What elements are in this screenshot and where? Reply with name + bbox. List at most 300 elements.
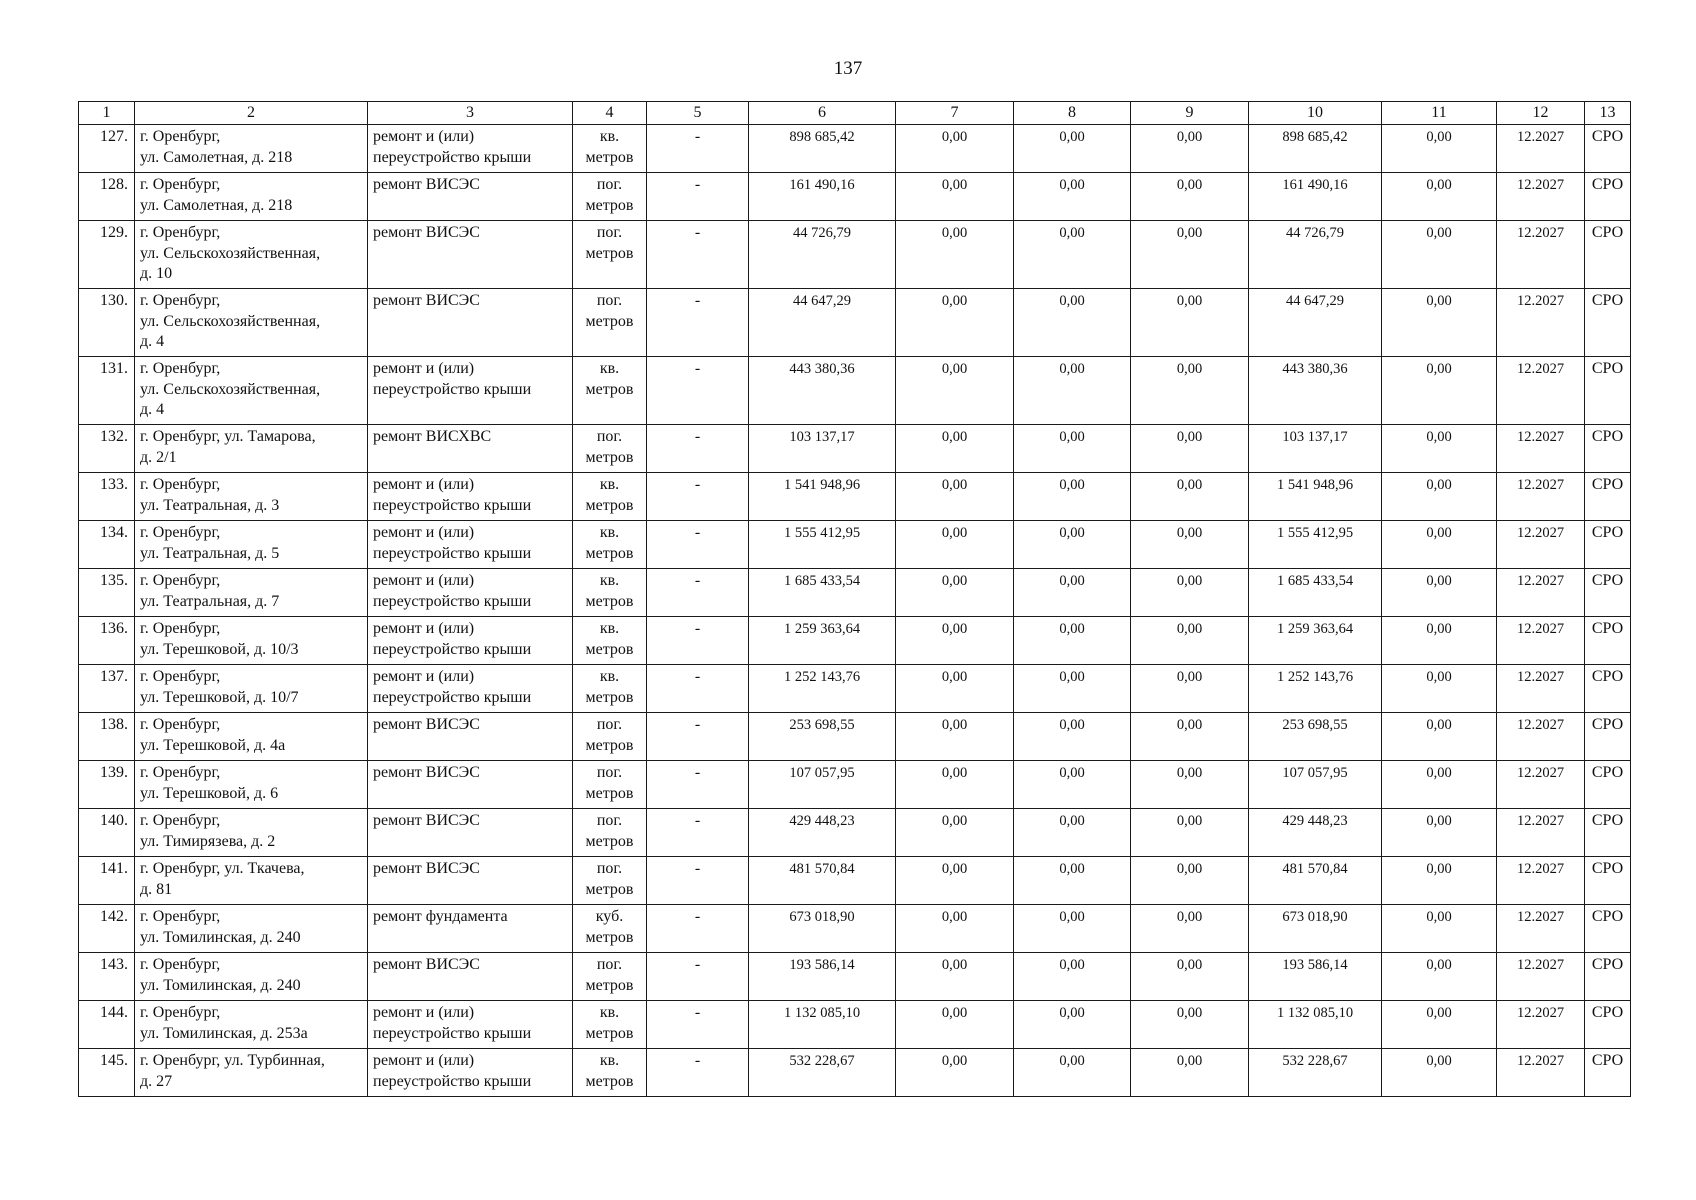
- work-type-cell: [368, 1001, 573, 1049]
- unit-cell-line: метров: [585, 1024, 634, 1042]
- cost-total-cell: 1 259 363,64: [749, 617, 896, 665]
- unit-cell-line: метров: [585, 148, 634, 166]
- work-type-cell-line: переустройство крыши: [373, 1024, 532, 1042]
- address-cell: [135, 521, 368, 569]
- address-cell-line: д. 27: [140, 1072, 173, 1090]
- col11-cell: 0,00: [1382, 221, 1497, 289]
- row-number-cell: 142.: [79, 905, 135, 953]
- column-header: 3: [368, 102, 573, 125]
- col11-cell: 0,00: [1382, 357, 1497, 425]
- col9-cell: 0,00: [1131, 221, 1249, 289]
- unit-cell: [573, 521, 647, 569]
- address-cell: [135, 953, 368, 1001]
- col7-cell: 0,00: [896, 289, 1014, 357]
- unit-cell-line: метров: [585, 928, 634, 946]
- deadline-cell: 12.2027: [1497, 857, 1585, 905]
- col5-cell: -: [647, 221, 749, 289]
- col11-cell: 0,00: [1382, 617, 1497, 665]
- col11-cell: 0,00: [1382, 521, 1497, 569]
- address-cell-line: г. Оренбург, ул. Ткачева,: [140, 860, 305, 877]
- work-type-cell-line: переустройство крыши: [373, 380, 532, 398]
- col7-cell: 0,00: [896, 1049, 1014, 1097]
- col8-cell: 0,00: [1014, 905, 1131, 953]
- address-cell-line: г. Оренбург,: [140, 620, 221, 637]
- work-type-cell: [368, 221, 573, 289]
- table-row: [79, 473, 1631, 521]
- cost-total-cell: 107 057,95: [749, 761, 896, 809]
- deadline-cell: 12.2027: [1497, 905, 1585, 953]
- col8-cell: 0,00: [1014, 289, 1131, 357]
- unit-cell-line: куб.: [595, 908, 624, 925]
- unit-cell: [573, 125, 647, 173]
- work-type-cell-line: ремонт ВИСЭС: [373, 860, 480, 877]
- col7-cell: 0,00: [896, 221, 1014, 289]
- method-cell: СРО: [1585, 425, 1631, 473]
- address-cell: [135, 905, 368, 953]
- unit-cell-line: пог.: [596, 224, 623, 241]
- method-cell: СРО: [1585, 289, 1631, 357]
- table-row: [79, 953, 1631, 1001]
- cost-total-cell: 161 490,16: [749, 173, 896, 221]
- method-cell: СРО: [1585, 761, 1631, 809]
- work-type-cell: [368, 953, 573, 1001]
- unit-cell-line: кв.: [599, 524, 620, 541]
- col7-cell: 0,00: [896, 953, 1014, 1001]
- unit-cell-line: метров: [585, 688, 634, 706]
- unit-cell-line: пог.: [596, 764, 623, 781]
- col11-cell: 0,00: [1382, 761, 1497, 809]
- col8-cell: 0,00: [1014, 425, 1131, 473]
- col8-cell: 0,00: [1014, 357, 1131, 425]
- work-type-cell: [368, 617, 573, 665]
- col11-cell: 0,00: [1382, 665, 1497, 713]
- address-cell: [135, 125, 368, 173]
- row-number-cell: 136.: [79, 617, 135, 665]
- col9-cell: 0,00: [1131, 357, 1249, 425]
- work-type-cell-line: ремонт и (или): [373, 620, 475, 637]
- col8-cell: 0,00: [1014, 857, 1131, 905]
- unit-cell-line: кв.: [599, 476, 620, 493]
- unit-cell: [573, 173, 647, 221]
- method-cell: СРО: [1585, 857, 1631, 905]
- address-cell-line: г. Оренбург,: [140, 524, 221, 541]
- row-number-cell: 128.: [79, 173, 135, 221]
- col8-cell: 0,00: [1014, 713, 1131, 761]
- unit-cell: [573, 857, 647, 905]
- address-cell: [135, 173, 368, 221]
- deadline-cell: 12.2027: [1497, 809, 1585, 857]
- col9-cell: 0,00: [1131, 425, 1249, 473]
- cost-total-cell: 443 380,36: [749, 357, 896, 425]
- work-type-cell-line: ремонт ВИСЭС: [373, 176, 480, 193]
- col8-cell: 0,00: [1014, 761, 1131, 809]
- col9-cell: 0,00: [1131, 1049, 1249, 1097]
- unit-cell-line: пог.: [596, 716, 623, 733]
- deadline-cell: 12.2027: [1497, 1001, 1585, 1049]
- row-number-cell: 139.: [79, 761, 135, 809]
- address-cell-line: ул. Театральная, д. 7: [140, 592, 280, 610]
- address-cell: [135, 857, 368, 905]
- address-cell-line: д. 81: [140, 880, 173, 898]
- cost-total-cell: 1 252 143,76: [749, 665, 896, 713]
- unit-cell-line: метров: [585, 544, 634, 562]
- col8-cell: 0,00: [1014, 809, 1131, 857]
- unit-cell-line: метров: [585, 1072, 634, 1090]
- address-cell-line: ул. Терешковой, д. 4а: [140, 736, 286, 754]
- unit-cell-line: кв.: [599, 572, 620, 589]
- col10-cell: 443 380,36: [1249, 357, 1382, 425]
- col5-cell: -: [647, 1049, 749, 1097]
- address-cell-line: ул. Терешковой, д. 10/3: [140, 640, 299, 658]
- cost-total-cell: 898 685,42: [749, 125, 896, 173]
- unit-cell-line: метров: [585, 880, 634, 898]
- unit-cell-line: пог.: [596, 428, 623, 445]
- cost-total-cell: 429 448,23: [749, 809, 896, 857]
- address-cell-line: г. Оренбург, ул. Тамарова,: [140, 428, 316, 445]
- row-number-cell: 131.: [79, 357, 135, 425]
- work-type-cell-line: переустройство крыши: [373, 688, 532, 706]
- col10-cell: 481 570,84: [1249, 857, 1382, 905]
- col7-cell: 0,00: [896, 1001, 1014, 1049]
- deadline-cell: 12.2027: [1497, 665, 1585, 713]
- work-type-cell-line: ремонт и (или): [373, 1052, 475, 1069]
- col7-cell: 0,00: [896, 569, 1014, 617]
- unit-cell-line: метров: [585, 380, 634, 398]
- work-type-cell: [368, 125, 573, 173]
- address-cell-line: ул. Сельскохозяйственная,: [140, 312, 321, 330]
- unit-cell-line: пог.: [596, 860, 623, 877]
- address-cell-line: г. Оренбург,: [140, 476, 221, 493]
- col10-cell: 44 726,79: [1249, 221, 1382, 289]
- work-type-cell-line: переустройство крыши: [373, 1072, 532, 1090]
- address-cell-line: г. Оренбург,: [140, 764, 221, 781]
- table-row: [79, 809, 1631, 857]
- address-cell: [135, 713, 368, 761]
- col11-cell: 0,00: [1382, 289, 1497, 357]
- work-type-cell-line: переустройство крыши: [373, 640, 532, 658]
- work-type-cell-line: ремонт ВИСХВС: [373, 428, 492, 445]
- address-cell-line: ул. Самолетная, д. 218: [140, 148, 293, 166]
- col9-cell: 0,00: [1131, 173, 1249, 221]
- unit-cell-line: кв.: [599, 1004, 620, 1021]
- cost-total-cell: 44 647,29: [749, 289, 896, 357]
- col5-cell: -: [647, 665, 749, 713]
- unit-cell-line: кв.: [599, 1052, 620, 1069]
- col7-cell: 0,00: [896, 809, 1014, 857]
- cost-total-cell: 673 018,90: [749, 905, 896, 953]
- col9-cell: 0,00: [1131, 761, 1249, 809]
- method-cell: СРО: [1585, 905, 1631, 953]
- col11-cell: 0,00: [1382, 713, 1497, 761]
- col10-cell: 44 647,29: [1249, 289, 1382, 357]
- address-cell: [135, 761, 368, 809]
- col7-cell: 0,00: [896, 473, 1014, 521]
- address-cell: [135, 1049, 368, 1097]
- unit-cell-line: пог.: [596, 176, 623, 193]
- col8-cell: 0,00: [1014, 569, 1131, 617]
- work-type-cell: [368, 289, 573, 357]
- deadline-cell: 12.2027: [1497, 713, 1585, 761]
- col10-cell: 429 448,23: [1249, 809, 1382, 857]
- table-row: [79, 617, 1631, 665]
- method-cell: СРО: [1585, 665, 1631, 713]
- cost-total-cell: 1 685 433,54: [749, 569, 896, 617]
- col11-cell: 0,00: [1382, 473, 1497, 521]
- work-type-cell: [368, 761, 573, 809]
- col8-cell: 0,00: [1014, 1049, 1131, 1097]
- deadline-cell: 12.2027: [1497, 953, 1585, 1001]
- address-cell: [135, 617, 368, 665]
- unit-cell-line: пог.: [596, 956, 623, 973]
- column-header: 10: [1249, 102, 1382, 125]
- table-row: [79, 713, 1631, 761]
- cost-total-cell: 481 570,84: [749, 857, 896, 905]
- work-type-cell: [368, 809, 573, 857]
- address-cell-line: ул. Терешковой, д. 6: [140, 784, 279, 802]
- cost-total-cell: 193 586,14: [749, 953, 896, 1001]
- unit-cell-line: кв.: [599, 668, 620, 685]
- work-type-cell: [368, 905, 573, 953]
- col8-cell: 0,00: [1014, 1001, 1131, 1049]
- row-number-cell: 130.: [79, 289, 135, 357]
- col10-cell: 1 541 948,96: [1249, 473, 1382, 521]
- col11-cell: 0,00: [1382, 857, 1497, 905]
- col5-cell: -: [647, 713, 749, 761]
- work-type-cell: [368, 473, 573, 521]
- unit-cell: [573, 425, 647, 473]
- work-type-cell: [368, 713, 573, 761]
- row-number-cell: 135.: [79, 569, 135, 617]
- address-cell-line: ул. Томилинская, д. 240: [140, 976, 301, 994]
- col8-cell: 0,00: [1014, 125, 1131, 173]
- work-type-cell-line: ремонт ВИСЭС: [373, 716, 480, 733]
- col8-cell: 0,00: [1014, 221, 1131, 289]
- col9-cell: 0,00: [1131, 905, 1249, 953]
- address-cell-line: г. Оренбург,: [140, 176, 221, 193]
- col5-cell: -: [647, 289, 749, 357]
- col5-cell: -: [647, 617, 749, 665]
- col8-cell: 0,00: [1014, 521, 1131, 569]
- col11-cell: 0,00: [1382, 125, 1497, 173]
- unit-cell-line: кв.: [599, 360, 620, 377]
- col5-cell: -: [647, 809, 749, 857]
- work-type-cell-line: переустройство крыши: [373, 544, 532, 562]
- col7-cell: 0,00: [896, 857, 1014, 905]
- method-cell: СРО: [1585, 125, 1631, 173]
- col9-cell: 0,00: [1131, 617, 1249, 665]
- work-type-cell: [368, 569, 573, 617]
- address-cell-line: г. Оренбург,: [140, 572, 221, 589]
- col7-cell: 0,00: [896, 905, 1014, 953]
- address-cell-line: ул. Тимирязева, д. 2: [140, 832, 276, 850]
- page-number: 137: [833, 58, 863, 79]
- table-row: [79, 1049, 1631, 1097]
- unit-cell: [573, 289, 647, 357]
- table-row: [79, 289, 1631, 357]
- row-number-cell: 137.: [79, 665, 135, 713]
- work-type-cell-line: ремонт ВИСЭС: [373, 224, 480, 241]
- row-number-cell: 132.: [79, 425, 135, 473]
- row-number-cell: 129.: [79, 221, 135, 289]
- address-cell-line: ул. Терешковой, д. 10/7: [140, 688, 299, 706]
- work-type-cell-line: ремонт и (или): [373, 360, 475, 377]
- deadline-cell: 12.2027: [1497, 569, 1585, 617]
- deadline-cell: 12.2027: [1497, 473, 1585, 521]
- method-cell: СРО: [1585, 1001, 1631, 1049]
- method-cell: СРО: [1585, 173, 1631, 221]
- col5-cell: -: [647, 1001, 749, 1049]
- address-cell-line: ул. Сельскохозяйственная,: [140, 380, 321, 398]
- address-cell-line: г. Оренбург,: [140, 292, 221, 309]
- work-type-cell: [368, 665, 573, 713]
- address-cell-line: г. Оренбург,: [140, 908, 221, 925]
- unit-cell-line: пог.: [596, 812, 623, 829]
- column-header: 4: [573, 102, 647, 125]
- work-type-cell-line: ремонт фундамента: [373, 908, 508, 925]
- address-cell: [135, 289, 368, 357]
- column-header: 9: [1131, 102, 1249, 125]
- address-cell: [135, 809, 368, 857]
- col10-cell: 532 228,67: [1249, 1049, 1382, 1097]
- work-type-cell-line: переустройство крыши: [373, 148, 532, 166]
- col8-cell: 0,00: [1014, 953, 1131, 1001]
- address-cell-line: г. Оренбург,: [140, 716, 221, 733]
- address-cell-line: г. Оренбург,: [140, 1004, 221, 1021]
- address-cell-line: д. 4: [140, 401, 165, 418]
- deadline-cell: 12.2027: [1497, 357, 1585, 425]
- deadline-cell: 12.2027: [1497, 173, 1585, 221]
- col7-cell: 0,00: [896, 125, 1014, 173]
- col7-cell: 0,00: [896, 357, 1014, 425]
- col9-cell: 0,00: [1131, 713, 1249, 761]
- work-type-cell: [368, 1049, 573, 1097]
- address-cell-line: г. Оренбург,: [140, 956, 221, 973]
- row-number-cell: 133.: [79, 473, 135, 521]
- column-header: 7: [896, 102, 1014, 125]
- row-number-cell: 143.: [79, 953, 135, 1001]
- address-cell: [135, 1001, 368, 1049]
- col9-cell: 0,00: [1131, 1001, 1249, 1049]
- table-header-row: [79, 102, 1631, 125]
- address-cell-line: г. Оренбург,: [140, 224, 221, 241]
- address-cell-line: ул. Томилинская, д. 253а: [140, 1024, 308, 1042]
- column-header: 11: [1382, 102, 1497, 125]
- address-cell-line: ул. Сельскохозяйственная,: [140, 244, 321, 262]
- col5-cell: -: [647, 125, 749, 173]
- address-cell-line: г. Оренбург,: [140, 812, 221, 829]
- unit-cell: [573, 953, 647, 1001]
- col7-cell: 0,00: [896, 713, 1014, 761]
- cost-total-cell: 532 228,67: [749, 1049, 896, 1097]
- col9-cell: 0,00: [1131, 521, 1249, 569]
- work-type-cell: [368, 357, 573, 425]
- row-number-cell: 138.: [79, 713, 135, 761]
- unit-cell: [573, 617, 647, 665]
- method-cell: СРО: [1585, 713, 1631, 761]
- method-cell: СРО: [1585, 221, 1631, 289]
- work-type-cell: [368, 857, 573, 905]
- col10-cell: 898 685,42: [1249, 125, 1382, 173]
- col9-cell: 0,00: [1131, 953, 1249, 1001]
- unit-cell-line: метров: [585, 244, 634, 262]
- work-type-cell-line: ремонт и (или): [373, 128, 475, 145]
- unit-cell-line: кв.: [599, 128, 620, 145]
- table-row: [79, 521, 1631, 569]
- unit-cell: [573, 665, 647, 713]
- unit-cell-line: метров: [585, 832, 634, 850]
- deadline-cell: 12.2027: [1497, 425, 1585, 473]
- cost-total-cell: 1 132 085,10: [749, 1001, 896, 1049]
- unit-cell: [573, 221, 647, 289]
- column-header: 2: [135, 102, 368, 125]
- col10-cell: 1 685 433,54: [1249, 569, 1382, 617]
- col10-cell: 673 018,90: [1249, 905, 1382, 953]
- col9-cell: 0,00: [1131, 809, 1249, 857]
- col8-cell: 0,00: [1014, 617, 1131, 665]
- method-cell: СРО: [1585, 521, 1631, 569]
- col7-cell: 0,00: [896, 425, 1014, 473]
- col11-cell: 0,00: [1382, 953, 1497, 1001]
- address-cell: [135, 665, 368, 713]
- work-type-cell-line: ремонт ВИСЭС: [373, 956, 480, 973]
- work-type-cell: [368, 521, 573, 569]
- unit-cell: [573, 905, 647, 953]
- row-number-cell: 127.: [79, 125, 135, 173]
- col5-cell: -: [647, 173, 749, 221]
- cost-total-cell: 44 726,79: [749, 221, 896, 289]
- unit-cell-line: метров: [585, 976, 634, 994]
- col9-cell: 0,00: [1131, 857, 1249, 905]
- col10-cell: 161 490,16: [1249, 173, 1382, 221]
- deadline-cell: 12.2027: [1497, 1049, 1585, 1097]
- unit-cell-line: пог.: [596, 292, 623, 309]
- work-type-cell-line: переустройство крыши: [373, 496, 532, 514]
- col11-cell: 0,00: [1382, 905, 1497, 953]
- deadline-cell: 12.2027: [1497, 521, 1585, 569]
- col10-cell: 1 259 363,64: [1249, 617, 1382, 665]
- col5-cell: -: [647, 761, 749, 809]
- col10-cell: 1 132 085,10: [1249, 1001, 1382, 1049]
- unit-cell-line: метров: [585, 592, 634, 610]
- table-row: [79, 221, 1631, 289]
- work-type-cell: [368, 173, 573, 221]
- address-cell: [135, 221, 368, 289]
- column-header: 1: [79, 102, 135, 125]
- col11-cell: 0,00: [1382, 173, 1497, 221]
- method-cell: СРО: [1585, 569, 1631, 617]
- col5-cell: -: [647, 425, 749, 473]
- work-type-cell-line: ремонт ВИСЭС: [373, 812, 480, 829]
- col5-cell: -: [647, 521, 749, 569]
- address-cell: [135, 569, 368, 617]
- unit-cell: [573, 1049, 647, 1097]
- work-type-cell-line: ремонт и (или): [373, 668, 475, 685]
- table-row: [79, 569, 1631, 617]
- method-cell: СРО: [1585, 357, 1631, 425]
- unit-cell-line: метров: [585, 448, 634, 466]
- row-number-cell: 144.: [79, 1001, 135, 1049]
- deadline-cell: 12.2027: [1497, 221, 1585, 289]
- address-cell-line: ул. Театральная, д. 5: [140, 544, 280, 562]
- col10-cell: 103 137,17: [1249, 425, 1382, 473]
- col11-cell: 0,00: [1382, 1001, 1497, 1049]
- col11-cell: 0,00: [1382, 569, 1497, 617]
- col9-cell: 0,00: [1131, 665, 1249, 713]
- col11-cell: 0,00: [1382, 425, 1497, 473]
- unit-cell: [573, 809, 647, 857]
- column-header: 5: [647, 102, 749, 125]
- column-header: 8: [1014, 102, 1131, 125]
